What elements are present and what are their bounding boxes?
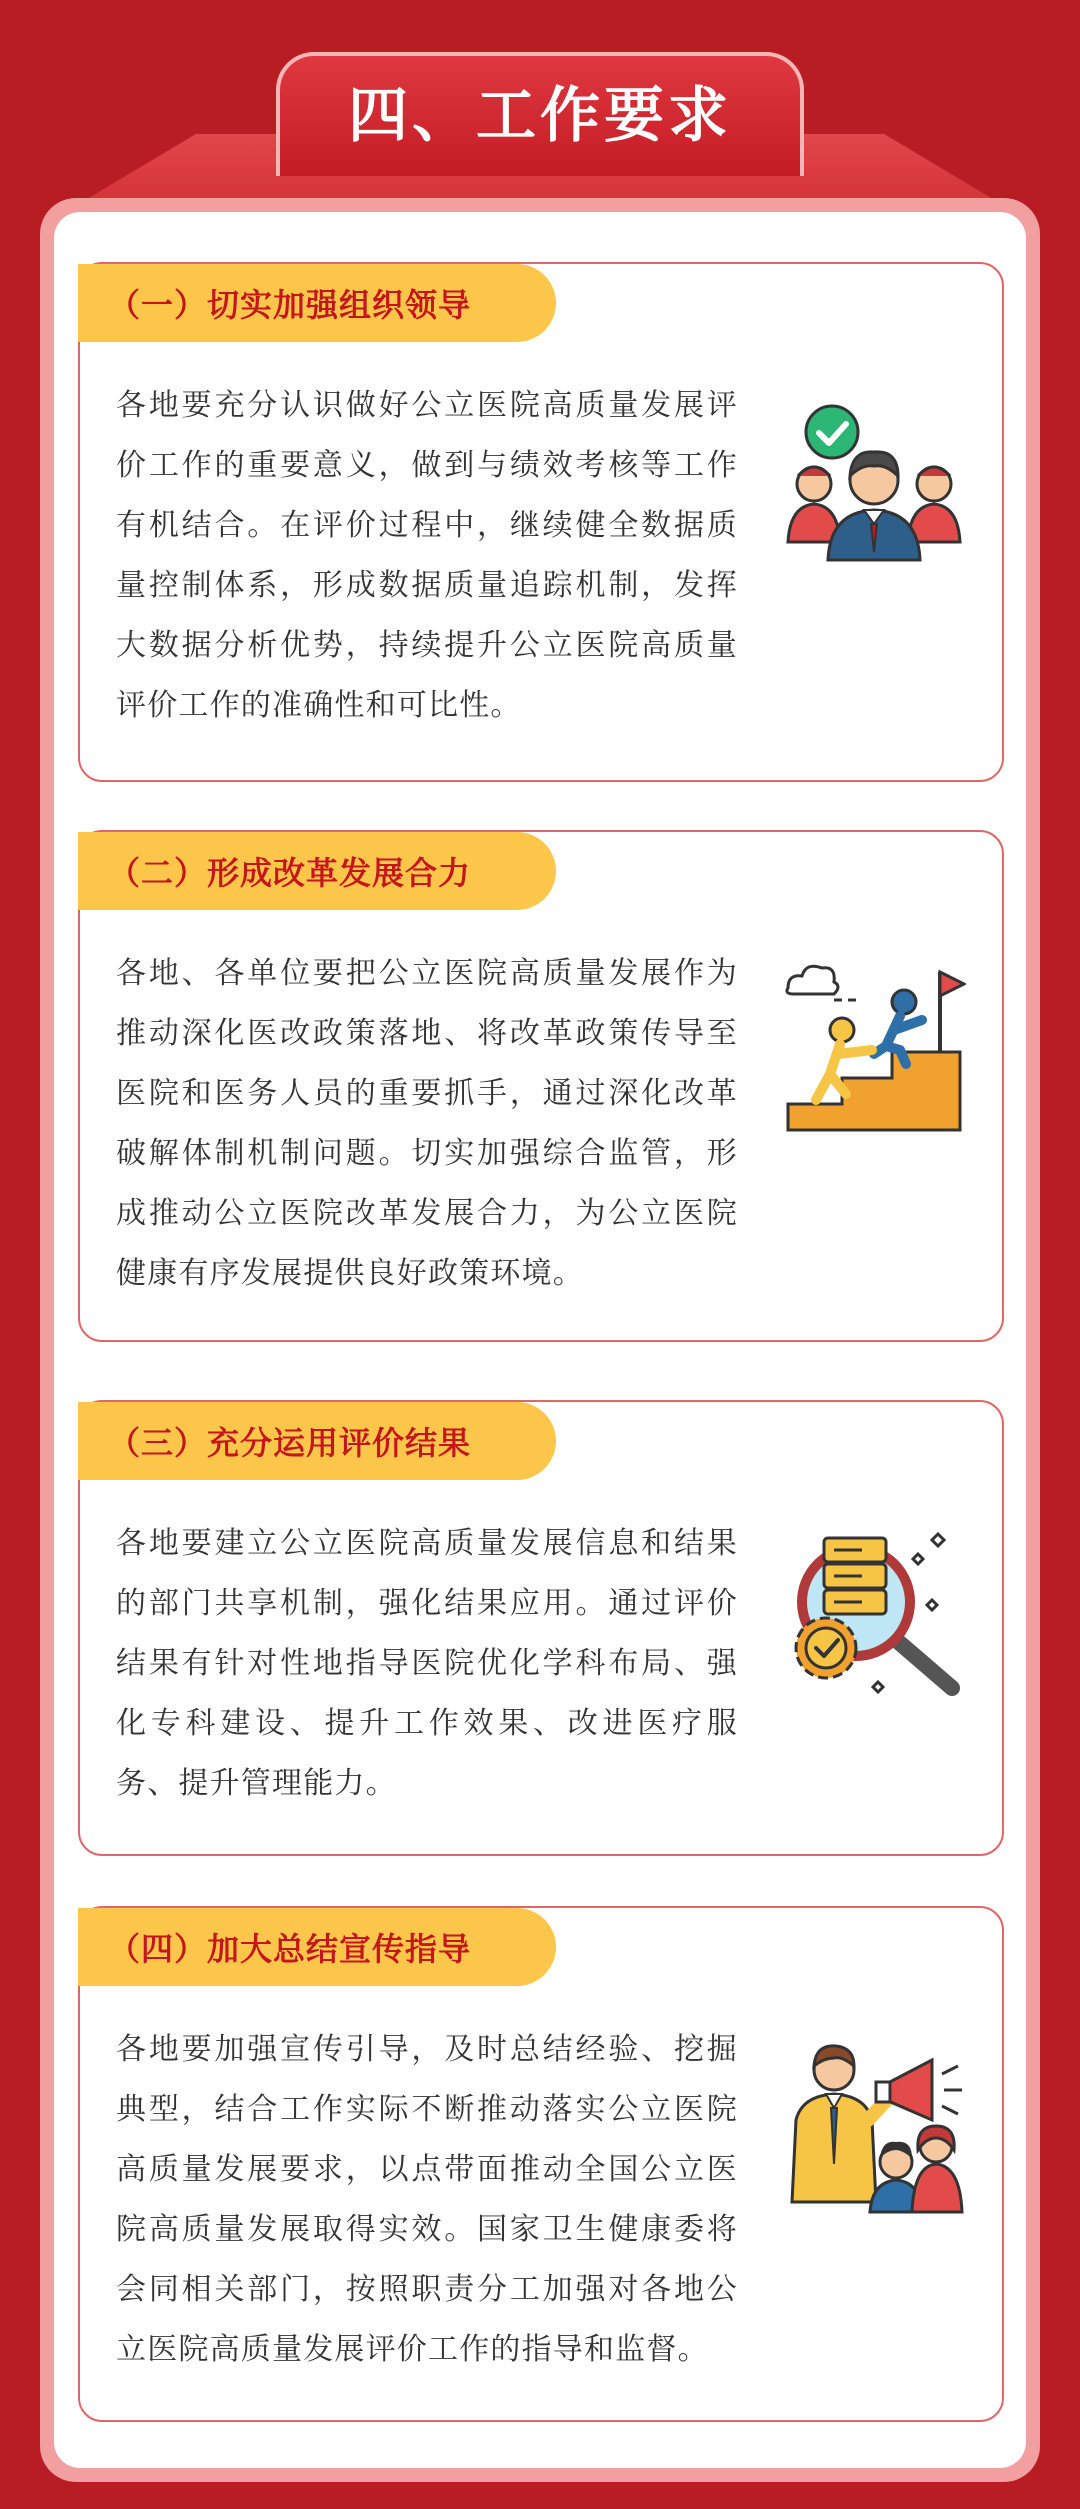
requirement-card-2 (78, 830, 1004, 1342)
card-body-text: 各地、各单位要把公立医院高质量发展作为推动深化医改政策落地、将改革政策传导至医院和医务人员的重要抓手，通过深化改革破解体制机制问题。切实加强综合监管，形成推动公立医院改革发展合力，为公立医院健康有序发展提供良好政策环境。 (116, 956, 738, 1291)
card-heading: （二）形成改革发展合力 (108, 854, 472, 892)
card-body-text: 各地要加强宣传引导，及时总结经验、挖掘典型，结合工作实际不断推动落实公立医院高质量发展要求，以点带面推动全国公立医院高质量发展取得实效。国家卫生健康委将会同相关部门，按照职责分工加强对各地公立医院高质量发展评价工作的指导和监督。 (116, 2032, 738, 2367)
card-heading: （一）切实加强组织领导 (108, 286, 472, 324)
card-heading-tag (78, 1908, 556, 1986)
section-title: 四、工作要求 (348, 81, 732, 151)
requirement-card-1 (78, 262, 1004, 782)
card-heading-tag (78, 1402, 556, 1480)
card-heading: （三）充分运用评价结果 (108, 1424, 472, 1462)
card-body-text: 各地要建立公立医院高质量发展信息和结果的部门共享机制，强化结果应用。通过评价结果有针对性地指导医院优化学科布局、强化专科建设、提升工作效果、改进医疗服务、提升管理能力。 (116, 1526, 738, 1801)
magnifier-server-gear-icon (782, 1518, 966, 1702)
card-heading-tag (78, 264, 556, 342)
requirement-card-3 (78, 1400, 1004, 1856)
section-title-tab (276, 52, 804, 176)
teamwork-climb-flag-icon (782, 954, 966, 1138)
card-heading-tag (78, 832, 556, 910)
requirement-card-4 (78, 1906, 1004, 2422)
team-leader-check-icon (782, 392, 966, 576)
megaphone-promotion-icon (782, 2034, 966, 2218)
card-heading: （四）加大总结宣传指导 (108, 1930, 472, 1968)
card-body-text: 各地要充分认识做好公立医院高质量发展评价工作的重要意义，做到与绩效考核等工作有机结合。在评价过程中，继续健全数据质量控制体系，形成数据质量追踪机制，发挥大数据分析优势，持续提升公立医院高质量评价工作的准确性和可比性。 (116, 388, 738, 723)
